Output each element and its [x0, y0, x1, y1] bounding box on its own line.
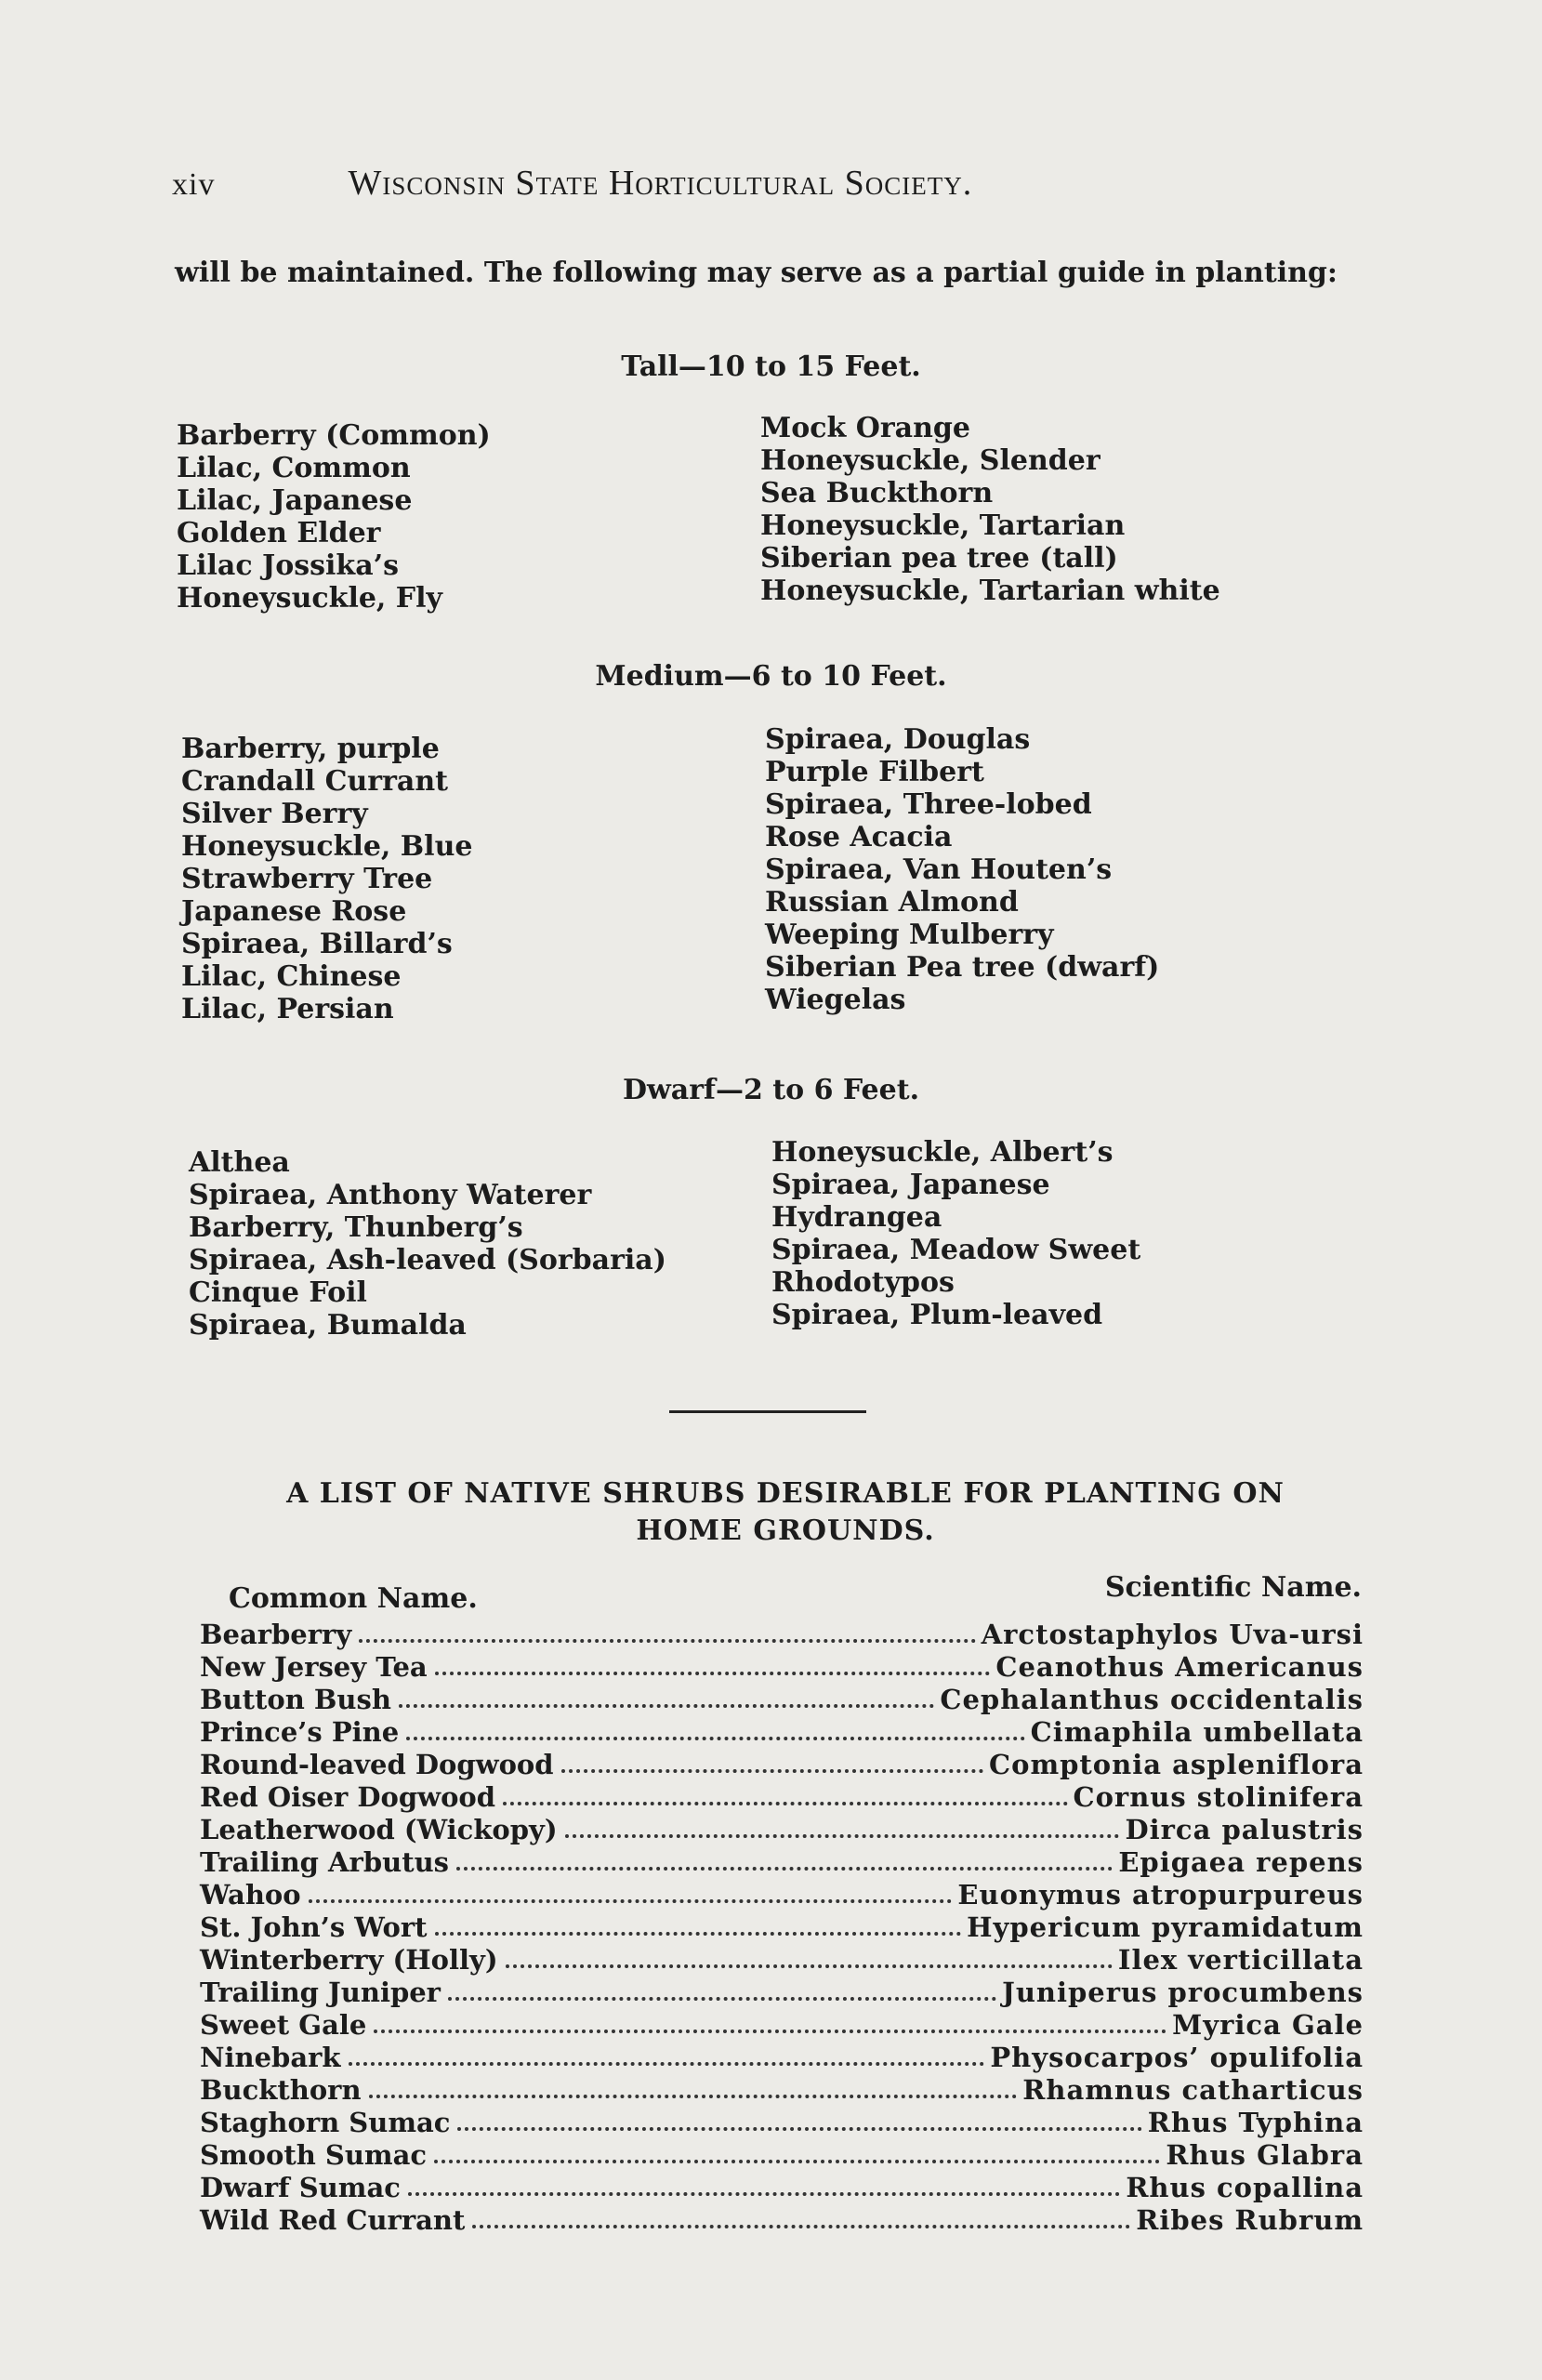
scientific-name-header: Scientific Name.	[1104, 1571, 1362, 1604]
scientific-name: Rhus Typhina	[1147, 2107, 1364, 2138]
dwarf-left-column	[189, 1146, 666, 1342]
scientific-name: Arctostaphylos Uva-ursi	[981, 1619, 1364, 1650]
shrub-list-item: Purple Filbert	[765, 756, 984, 788]
shrub-list-item: Spiraea, Van Houten’s	[765, 853, 1113, 886]
section-divider	[669, 1410, 866, 1413]
shrub-list-item: Honeysuckle, Slender	[760, 444, 1100, 477]
group-heading-medium: Medium—6 to 10 Feet.	[595, 660, 947, 693]
common-name: Ninebark	[200, 2042, 341, 2073]
shrub-list-item: Silver Berry	[181, 798, 368, 830]
scientific-name: Ilex verticillata	[1117, 1944, 1364, 1976]
shrub-list-item: Hydrangea	[771, 1201, 942, 1234]
native-list-title	[195, 1475, 1376, 1550]
native-shrub-row	[200, 1976, 1364, 2008]
common-name: Wild Red Currant	[200, 2204, 466, 2236]
shrub-list-item: Honeysuckle, Blue	[181, 830, 473, 863]
common-name-header: Common Name.	[229, 1582, 478, 1615]
common-name: Smooth Sumac	[200, 2139, 428, 2171]
dot-leader	[399, 1704, 934, 1708]
shrub-list-item: Sea Buckthorn	[760, 477, 994, 509]
shrub-list-item: Barberry, Thunberg’s	[189, 1211, 523, 1244]
shrub-list-item: Spiraea, Meadow Sweet	[771, 1234, 1141, 1266]
shrub-list-item: Althea	[189, 1146, 290, 1179]
shrub-list-item: Spiraea, Ash-leaved (Sorbaria)	[189, 1244, 666, 1276]
shrub-list-item: Honeysuckle, Albert’s	[771, 1136, 1114, 1169]
shrub-list-item: Spiraea, Bumalda	[189, 1309, 467, 1342]
common-name: Buckthorn	[200, 2074, 362, 2106]
dot-leader	[369, 2095, 1018, 2098]
shrub-list-item: Honeysuckle, Tartarian white	[760, 575, 1220, 607]
native-shrub-row	[200, 2106, 1364, 2138]
scientific-name: Cornus stolinifera	[1073, 1781, 1364, 1813]
tall-left-column	[177, 419, 491, 615]
native-shrub-row	[200, 1683, 1364, 1715]
dot-leader	[435, 1672, 991, 1675]
shrub-list-item: Weeping Mulberry	[765, 919, 1054, 951]
dot-leader	[434, 2160, 1160, 2163]
medium-left-column	[181, 733, 472, 1025]
shrub-list-item: Lilac, Chinese	[181, 960, 402, 993]
native-shrub-list	[200, 1618, 1364, 2236]
shrub-list-item: Siberian Pea tree (dwarf)	[765, 951, 1160, 984]
medium-right-column	[765, 723, 1159, 1016]
common-name: Button Bush	[200, 1684, 391, 1715]
scientific-name: Physocarpos’ opulifolia	[990, 2042, 1364, 2073]
common-name: Winterberry (Holly)	[200, 1944, 498, 1976]
common-name: Sweet Gale	[200, 2009, 367, 2041]
scientific-name: Comptonia aspleniflora	[989, 1749, 1364, 1780]
native-shrub-row	[200, 2203, 1364, 2236]
shrub-list-item: Russian Almond	[765, 886, 1019, 919]
shrub-list-item: Spiraea, Billard’s	[181, 928, 453, 960]
shrub-list-item: Lilac, Persian	[181, 993, 394, 1025]
dot-leader	[456, 1867, 1113, 1871]
scientific-name: Juniperus procumbens	[1002, 1977, 1364, 2008]
common-name: Wahoo	[200, 1879, 301, 1911]
dot-leader	[359, 1639, 975, 1643]
common-name: Leatherwood (Wickopy)	[200, 1814, 558, 1845]
shrub-list-item: Rose Acacia	[765, 821, 953, 853]
common-name: New Jersey Tea	[200, 1651, 428, 1683]
shrub-list-item: Honeysuckle, Fly	[177, 582, 442, 615]
dot-leader	[435, 1932, 962, 1936]
shrub-list-item: Golden Elder	[177, 517, 381, 549]
scientific-name: Ribes Rubrum	[1136, 2204, 1364, 2236]
scientific-name: Ceanothus Americanus	[995, 1651, 1364, 1683]
dot-leader	[406, 1737, 1024, 1740]
shrub-list-item: Lilac Jossika’s	[177, 549, 399, 582]
shrub-list-item: Cinque Foil	[189, 1276, 367, 1309]
dot-leader	[561, 1769, 983, 1773]
scientific-name: Epigaea repens	[1118, 1846, 1364, 1878]
scientific-name: Cimaphila umbellata	[1030, 1716, 1364, 1748]
shrub-list-item: Spiraea, Plum-leaved	[771, 1299, 1103, 1331]
page-number: xiv	[172, 167, 216, 202]
dot-leader	[565, 1834, 1120, 1838]
scientific-name: Rhus Glabra	[1166, 2139, 1364, 2171]
dot-leader	[448, 1997, 996, 2001]
shrub-list-item: Honeysuckle, Tartarian	[760, 509, 1126, 542]
scientific-name: Euonymus atropurpureus	[957, 1879, 1364, 1911]
native-shrub-row	[200, 1715, 1364, 1748]
native-list-title-line2: HOME GROUNDS.	[636, 1514, 935, 1547]
common-name: Trailing Arbutus	[200, 1846, 449, 1878]
native-shrub-row	[200, 1813, 1364, 1845]
shrub-list-item: Barberry, purple	[181, 733, 440, 765]
native-shrub-row	[200, 2008, 1364, 2041]
shrub-list-item: Rhodotypos	[771, 1266, 955, 1299]
common-name: Red Oiser Dogwood	[200, 1781, 496, 1813]
scientific-name: Myrica Gale	[1172, 2009, 1364, 2041]
dot-leader	[349, 2062, 985, 2066]
shrub-list-item: Spiraea, Japanese	[771, 1169, 1050, 1201]
scientific-name: Dirca palustris	[1125, 1814, 1364, 1845]
dot-leader	[408, 2192, 1120, 2196]
common-name: Round-leaved Dogwood	[200, 1749, 554, 1780]
running-head-title: Wisconsin State Horticultural Society.	[348, 164, 973, 203]
native-shrub-row	[200, 1748, 1364, 1780]
native-shrub-row	[200, 2138, 1364, 2171]
scientific-name: Hypericum pyramidatum	[967, 1911, 1364, 1943]
native-list-title-line1: A LIST OF NATIVE SHRUBS DESIRABLE FOR PLANTING ON	[286, 1477, 1285, 1510]
common-name: Bearberry	[200, 1619, 352, 1650]
native-shrub-row	[200, 2041, 1364, 2073]
common-name: Prince’s Pine	[200, 1716, 400, 1748]
shrub-list-item: Spiraea, Anthony Waterer	[189, 1179, 592, 1211]
running-head	[172, 163, 1380, 204]
dot-leader	[472, 2225, 1130, 2228]
dot-leader	[503, 1802, 1067, 1805]
native-shrub-row	[200, 1943, 1364, 1976]
common-name: Trailing Juniper	[200, 1977, 441, 2008]
shrub-list-item: Japanese Rose	[181, 895, 407, 928]
native-shrub-row	[200, 2073, 1364, 2106]
common-name: Staghorn Sumac	[200, 2107, 451, 2138]
common-name: Dwarf Sumac	[200, 2172, 401, 2203]
native-shrub-row	[200, 2171, 1364, 2203]
shrub-list-item: Barberry (Common)	[177, 419, 491, 452]
shrub-list-item: Spiraea, Three-lobed	[765, 788, 1092, 821]
dwarf-right-column	[771, 1136, 1140, 1331]
dot-leader	[374, 2030, 1166, 2033]
shrub-list-item: Strawberry Tree	[181, 863, 433, 895]
shrub-list-item: Spiraea, Douglas	[765, 723, 1031, 756]
tall-right-column	[760, 412, 1220, 607]
scientific-name: Rhamnus catharticus	[1022, 2074, 1364, 2106]
intro-paragraph: will be maintained. The following may serve as a partial guide in planting:	[175, 257, 1338, 289]
shrub-list-item: Wiegelas	[765, 984, 906, 1016]
shrub-list-item: Siberian pea tree (tall)	[760, 542, 1118, 575]
native-shrub-row	[200, 1650, 1364, 1683]
scientific-name: Rhus copallina	[1126, 2172, 1364, 2203]
native-shrub-row	[200, 1878, 1364, 1911]
scientific-name: Cephalanthus occidentalis	[940, 1684, 1364, 1715]
shrub-list-item: Lilac, Common	[177, 452, 411, 484]
native-shrub-row	[200, 1780, 1364, 1813]
native-shrub-row	[200, 1845, 1364, 1878]
shrub-list-item: Mock Orange	[760, 412, 970, 444]
native-shrub-row	[200, 1618, 1364, 1650]
dot-leader	[506, 1964, 1113, 1968]
common-name: St. John’s Wort	[200, 1911, 428, 1943]
group-heading-dwarf: Dwarf—2 to 6 Feet.	[622, 1074, 920, 1106]
shrub-list-item: Lilac, Japanese	[177, 484, 413, 517]
dot-leader	[309, 1899, 953, 1903]
shrub-list-item: Crandall Currant	[181, 765, 448, 798]
native-shrub-row	[200, 1911, 1364, 1943]
dot-leader	[457, 2127, 1141, 2131]
group-heading-tall: Tall—10 to 15 Feet.	[621, 350, 921, 383]
